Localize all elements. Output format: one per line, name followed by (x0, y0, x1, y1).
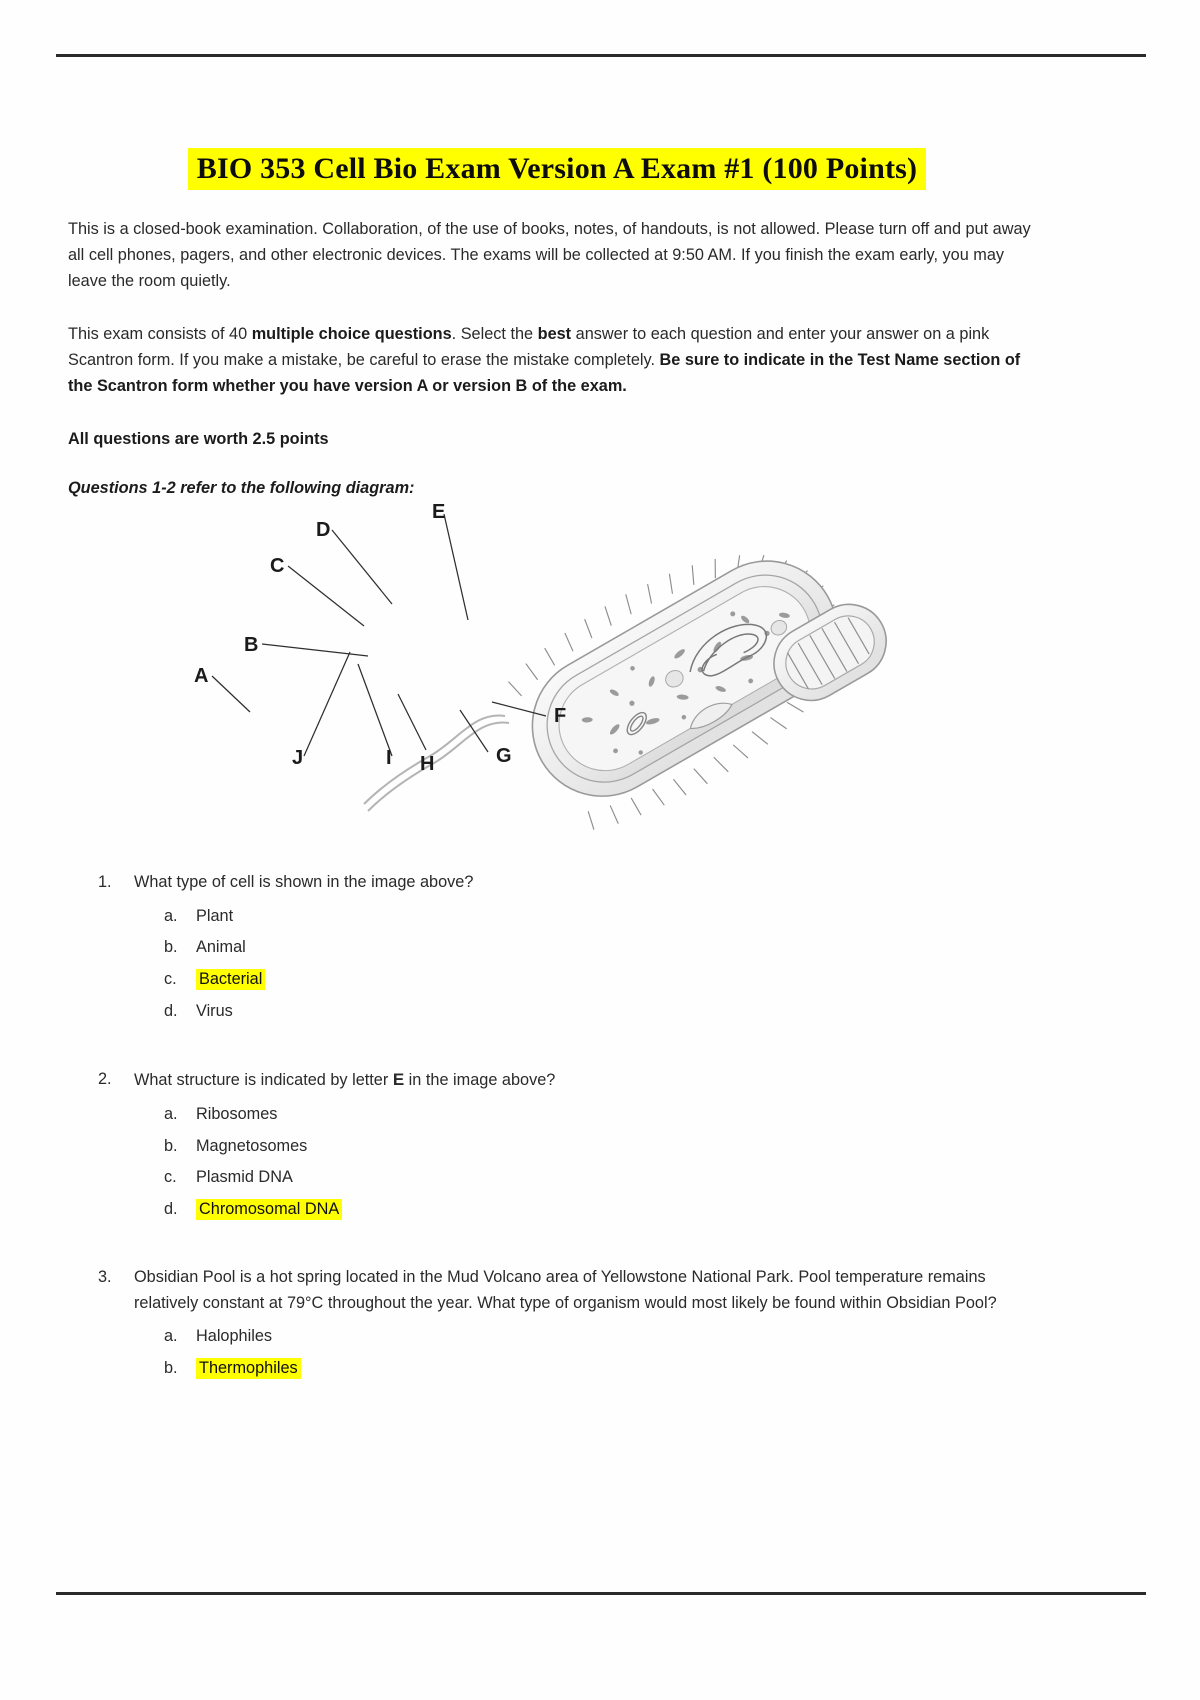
question-2 (68, 1067, 1046, 1221)
option-3a-letter: a. (164, 1327, 178, 1346)
leader-lines (212, 514, 546, 756)
option-1c-text: Bacterial (196, 969, 265, 990)
option-2d-letter: d. (164, 1200, 178, 1219)
option-1b-text: Animal (196, 938, 246, 957)
figure-label-A: A (194, 664, 209, 687)
option-2c[interactable] (134, 1166, 1046, 1189)
option-3b[interactable] (134, 1357, 1046, 1380)
option-1d-text: Virus (196, 1002, 233, 1021)
page-title-text: BIO 353 Cell Bio Exam Version A Exam #1 (100 Points) (188, 148, 926, 190)
question-1 (68, 870, 1046, 1023)
page-top-rule (56, 54, 1146, 57)
question-1-options (134, 905, 1046, 1023)
option-1d-letter: d. (164, 1002, 178, 1021)
figure-reference-note: Questions 1-2 refer to the following diagram: (68, 478, 415, 497)
figure-label-E: E (432, 503, 446, 523)
option-3a[interactable] (134, 1325, 1046, 1348)
question-2-text-after: in the image above? (404, 1070, 556, 1089)
question-2-bold-letter: E (392, 1069, 405, 1089)
intro2-seg5: answer to each question and enter your answer on a pink Scantron form. If you make a mistake, be careful to erase the mistake completely. (68, 324, 990, 370)
option-1b-letter: b. (164, 938, 178, 957)
option-1c[interactable] (134, 968, 1046, 991)
intro2-seg1: This exam consists of 40 (68, 324, 252, 343)
option-2b-text: Magnetosomes (196, 1136, 308, 1155)
bacterial-cell-figure (68, 504, 1046, 844)
page-title (68, 150, 1046, 188)
intro2-seg4-bold: best (537, 324, 572, 343)
option-1b[interactable] (134, 936, 1046, 959)
option-1d[interactable] (134, 1000, 1046, 1023)
question-2-text (134, 1067, 1046, 1094)
points-note: All questions are worth 2.5 points (68, 429, 329, 448)
question-3-number: 3. (98, 1267, 112, 1286)
figure-label-G: G (496, 744, 512, 767)
option-3b-text: Thermophiles (196, 1358, 301, 1379)
option-1a[interactable] (134, 905, 1046, 928)
option-1a-letter: a. (164, 906, 178, 925)
intro-paragraph-2 (68, 321, 1046, 400)
question-3-text-before: Obsidian Pool is a hot spring located in the Mud Volcano area of Yellowstone National Park. Pool temperature remains relatively constant at 79°C throughout the year. What type of organism would most likely be found within Obsidian Pool? (134, 1267, 997, 1312)
question-2-options (134, 1103, 1046, 1221)
question-2-text-before: What structure is indicated by letter (134, 1070, 393, 1089)
figure-label-F: F (554, 704, 567, 727)
option-2a[interactable] (134, 1103, 1046, 1126)
option-2c-text: Plasmid DNA (196, 1168, 293, 1187)
question-1-text (134, 870, 1046, 896)
page-bottom-rule (56, 1592, 1146, 1595)
questions-list (68, 870, 1046, 1380)
question-3 (68, 1265, 1046, 1380)
figure-label-C: C (270, 554, 285, 577)
question-2-number: 2. (98, 1069, 112, 1088)
figure-label-D: D (316, 518, 331, 541)
document-content (68, 120, 1046, 1380)
question-3-options (134, 1325, 1046, 1380)
option-2c-letter: c. (164, 1168, 177, 1187)
option-2d[interactable] (134, 1198, 1046, 1221)
option-2a-text: Ribosomes (196, 1104, 278, 1123)
bacterial-cell-illustration (68, 504, 1046, 844)
option-2b[interactable] (134, 1135, 1046, 1158)
option-2d-text: Chromosomal DNA (196, 1199, 342, 1220)
option-1a-text: Plant (196, 906, 234, 925)
figure-label-B: B (244, 633, 259, 656)
option-1c-letter: c. (164, 970, 177, 989)
intro2-seg2-bold: multiple choice questions (251, 324, 452, 343)
question-3-text (134, 1265, 1046, 1316)
intro2-seg3: . Select the (451, 324, 538, 343)
intro-paragraph-1: This is a closed-book examination. Collaboration, of the use of books, notes, of handouts, is not allowed. Please turn off and put away all cell phones, pagers, and other electronic devices. The exams will be collected at 9:50 AM. If you finish the exam early, you may leave the room quietly. (68, 219, 1031, 291)
question-1-number: 1. (98, 872, 112, 891)
option-2a-letter: a. (164, 1104, 178, 1123)
cell-outer-capsule (507, 519, 900, 836)
figure-label-H: H (420, 752, 435, 775)
figure-label-J: J (292, 746, 304, 769)
option-3a-text: Halophiles (196, 1327, 273, 1346)
question-1-text-before: What type of cell is shown in the image above? (134, 872, 474, 891)
option-2b-letter: b. (164, 1136, 178, 1155)
option-3b-letter: b. (164, 1359, 178, 1378)
intro2-seg6-bold: Be sure to indicate in the Test Name section of the Scantron form whether you have version A or version B of the exam. (68, 351, 1021, 396)
figure-label-I: I (386, 746, 392, 769)
figure-labels (194, 504, 566, 775)
